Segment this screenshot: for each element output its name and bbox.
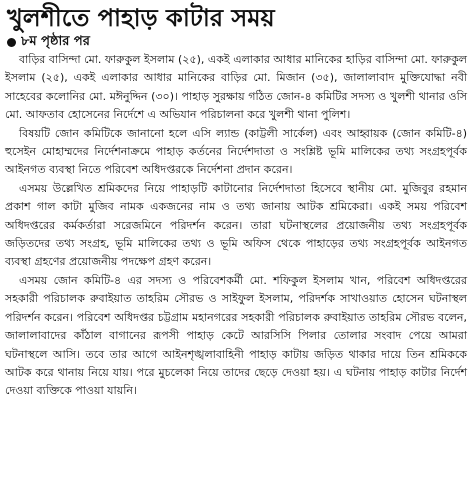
article-paragraph-2: বিষয়টি জোন কমিটিকে জানানো হলে এসি ল্যান্ড (কাট্টলী সার্কেল) এবং আহ্বায়ক (জোন কমিটি-৪) হুসেইন মোহাম্মদের নির্দেশনাক্রমে পাহাড় কর্তনের নির্দেশদাতা ও সংশ্লিষ্ট ভূমি মালিকের তথ্য সংগ্রহপূর্বক আইনগত ব্যবস্থা নিতে পরিবেশ অধিদপ্তরকে নির্দেশনা প্রদান করেন। bbox=[5, 126, 467, 177]
continued-from-line bbox=[7, 34, 467, 50]
headline: খুলশীতে পাহাড় কাটার সময় bbox=[7, 4, 275, 32]
continued-from-text: ৮ম পৃষ্ঠার পর bbox=[21, 34, 90, 49]
article-paragraph-4: এসময় জোন কমিটি-৪ এর সদস্য ও পরিবেশকর্মী মো. শফিকুল ইসলাম খান, পরিবেশ অধিদপ্তরের সহকারী পরিচালক রুবাইয়াত তাহরিম সৌরভ ও সাইফুল ইসলাম, পরিদর্শক সাখাওয়াত হোসেন ঘটনাস্থল পরিদর্শন করেন। পরিবেশ অধিদপ্তর চট্টগ্রাম মহানগরের সহকারী পরিচালক রুবাইয়াত তাহরিম সৌরভ বলেন, জালালাবাদের কাঁঠাল বাগানের রূপসী পাহাড় কেটে আরসিসি পিলার তোলার সংবাদ পেয়ে আমরা ঘটনাস্থলে আসি। তবে তার আগে আইনশৃঙ্খলাবাহিনী পাহাড় কাটায় জড়িত থাকার দায়ে তিন শ্রমিককে আটক করে থানায় নিয়ে যায়। পরে মুচলেকা নিয়ে তাদের ছেড়ে দেওয়া হয়। এ ঘটনায় পাহাড় কাটার নির্দেশ দেওয়া ব্যক্তিকে পাওয়া যায়নি। bbox=[5, 273, 467, 398]
bullet-icon bbox=[7, 38, 16, 47]
article-paragraph-1: বাড়ির বাসিন্দা মো. ফারুকুল ইসলাম (২৫), একই এলাকার আধার মানিকের হাড়ির বাসিন্দা মো. ফারুকুল ইসলাম (২৫), একই এলাকার আধার মানিকের বাড়ির মো. মিজান (৩৫), জালালাবাদ মুক্তিযোদ্ধা নবী সাহেবের কলোনির মো. মঈনুদ্দিন (৩০)। পাহাড় সুরক্ষায় গঠিত জোন-৪ কমিটির সদস্য ও খুলশী থানার ওসি মো. আফতাব হোসেনের নির্দেশে এ অভিযান পরিচালনা করে খুলশী থানা পুলিশ। bbox=[5, 53, 467, 122]
article-paragraph-3: এসময় উল্লেখিত শ্রমিকদের নিয়ে পাহাড়টি কাটানোর নির্দেশদাতা হিসেবে স্থানীয় মো. মুজিবুর রহমান প্রকাশ গাল কাটা মুজিব নামক একজনের নাম ও তথ্য জানায় আটক শ্রমিকেরা। একই সময় পরিবেশ অধিদপ্তরের কর্মকর্তারা সরেজমিনে পরিদর্শন করেন। তারা ঘটনাস্থলের প্রয়োজনীয় তথ্য সংগ্রহপূর্বক জড়িতদের তথ্য সংগ্রহ, ভূমি মালিকের তথ্য ও ভূমি অফিস থেকে পাহাড়ের তথ্য সংগ্রহপূর্বক আইনগত ব্যবস্থা গ্রহণের প্রয়োজনীয় পদক্ষেপ গ্রহণ করেন। bbox=[5, 181, 467, 269]
article-body bbox=[5, 51, 467, 401]
